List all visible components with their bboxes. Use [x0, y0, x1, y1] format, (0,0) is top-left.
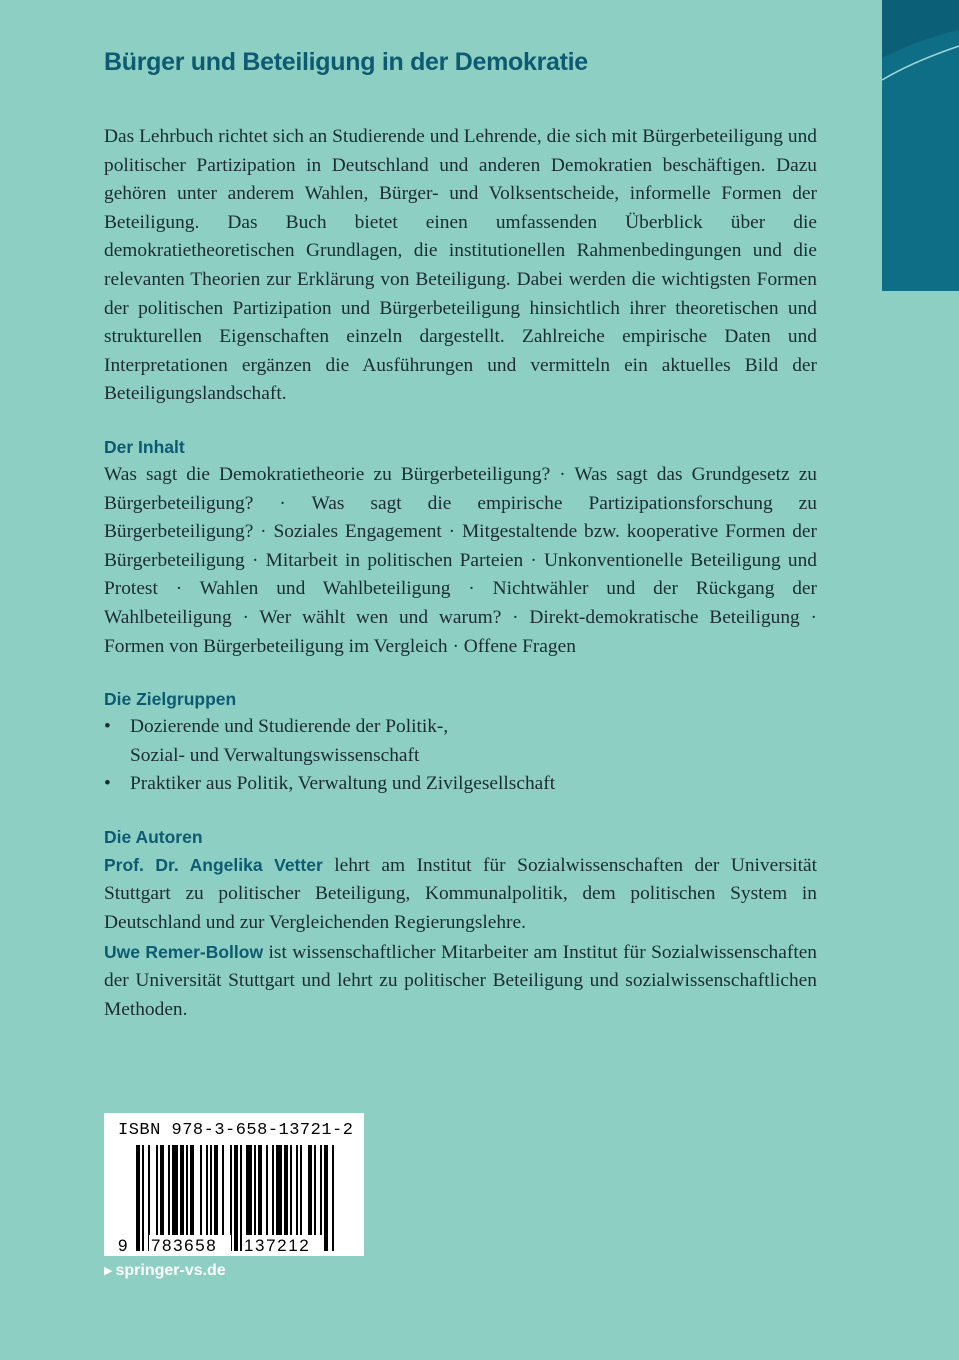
- author2-bio: ist wissenschaftlicher Mitarbeiter am Institut für Sozialwissenschaften der Universität Stuttgart und lehrt zu politischer Beteiligung und sozialwissenschaftlichen Methoden.: [104, 941, 818, 1020]
- barcode-bar: [332, 1145, 334, 1251]
- barcode-first-digit: 9: [118, 1236, 128, 1255]
- barcode-graphic: [104, 1113, 364, 1256]
- list-item: [104, 713, 817, 770]
- book-description: Das Lehrbuch richtet sich an Studierende und Lehrende, die sich mit Bürgerbeteiligung und politischer Partizipation in Deutschland und anderen Demokratien beschäftigen. Dazu gehören unter anderem Wahlen, Bürger- und Volksentscheide, informelle Formen der Beteiligung. Das Buch bietet einen umfassenden Überblick über die demokratietheoretischen Grundlagen, die institutionellen Rahmenbedingungen und die relevanten Theorien zur Erklärung von Beteiligung. Dabei werden die wichtigsten Formen der politischen Partizipation und Bürgerbeteiligung hinsichtlich ihrer theoretischen und strukturellen Eigenschaften einzeln dargestellt. Zahlreiche empirische Daten und Interpretationen ergänzen die Ausführungen und vermitteln ein aktuelles Bild der Beteiligungslandschaft.: [104, 126, 817, 405]
- contents-text: Was sagt die Demokratietheorie zu Bürgerbeteiligung? · Was sagt das Grundgesetz zu Bürgerbeteiligung? · Was sagt die empirische Partizipationsforschung zu Bürgerbeteiligung? · Soziales Engagement · Mitgestaltende bzw. kooperative Formen der Bürgerbeteiligung · Mitarbeit in politischen Parteien · Unkonventionelle Beteiligung und Protest · Wahlen und Wahlbeteiligung · Nichtwähler und der Rückgang der Wahlbeteiligung · Wer wählt wen und warum? · Direkt-demokratische Beteiligung · Formen von Bürgerbeteiligung im Vergleich · Offene Fragen: [104, 463, 817, 657]
- authors-heading: Die Autoren: [104, 826, 203, 847]
- list-item-line: Sozial- und Verwaltungswissenschaft: [130, 744, 420, 766]
- back-cover-content: [104, 48, 817, 1024]
- list-item-line: Praktiker aus Politik, Verwaltung und Zivilgesellschaft: [130, 773, 556, 795]
- isbn-barcode-box: [104, 1113, 364, 1256]
- list-item-line: Dozierende und Studierende der Politik-,: [130, 716, 449, 738]
- contents-heading: Der Inhalt: [104, 436, 185, 457]
- website-text: springer-vs.de: [115, 1262, 226, 1279]
- barcode-bar: [240, 1145, 242, 1251]
- barcode-bar: [234, 1145, 238, 1251]
- author1-bio: lehrt am Institut für Sozialwissenschaften der Universität Stuttgart zu politischer Beteiligung, Kommunalpolitik, dem politischen System in Deutschland und zur Vergleichenden Regierungslehre.: [104, 854, 817, 934]
- target-groups-list: [104, 713, 817, 799]
- authors-text: [104, 851, 817, 1025]
- author1-name: Prof. Dr. Angelika Vetter: [104, 854, 323, 875]
- author2-name: Uwe Remer-Bollow: [104, 941, 264, 962]
- target-groups-heading: Die Zielgruppen: [104, 689, 237, 710]
- barcode-digits-right: 137212: [244, 1236, 311, 1255]
- arrow-right-icon: ▶: [104, 1265, 113, 1277]
- book-title: Bürger und Beteiligung in der Demokratie: [104, 48, 588, 76]
- bullet-icon: •: [104, 773, 111, 795]
- barcode-bar: [136, 1145, 140, 1251]
- corner-color-band: [882, 0, 959, 291]
- band-curve-decoration: [882, 0, 959, 291]
- bullet-icon: •: [104, 716, 111, 738]
- barcode-digits-left: 783658: [151, 1236, 218, 1255]
- isbn-label: ISBN 978-3-658-13721-2: [118, 1121, 354, 1140]
- list-item: [104, 770, 817, 799]
- website-link[interactable]: [104, 1262, 226, 1280]
- barcode-bar: [324, 1145, 328, 1251]
- barcode-bar: [142, 1145, 144, 1251]
